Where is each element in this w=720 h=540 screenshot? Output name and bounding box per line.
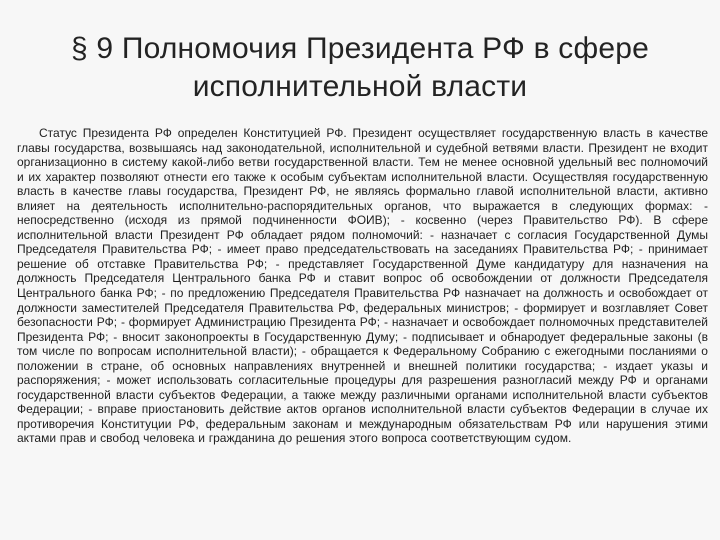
slide-title-line-2: исполнительной власти bbox=[192, 70, 528, 103]
slide-title bbox=[40, 30, 680, 106]
slide-body-text: Статус Президента РФ определен Конституцией РФ. Президент осуществляет государственную власть в качестве главы государства, возвышаясь над законодательной, исполнительной и судебной ветвями власти. Президент не входит организационно в систему какой-либо ветви государственной власти. Тем не менее основной удельный вес полномочий и их характер позволяют отнести его также к особым субъектам исполнительной власти. Осуществляя государственную власть в качестве главы государства, Президент РФ, не являясь формально главой исполнительной власти, активно влияет на деятельность исполнительно-распорядительных органов, что выражается в следующих формах: - непосредственно (исходя из прямой подчиненности ФОИВ); - косвенно (через Правительство РФ). В сфере исполнительной власти Президент РФ обладает рядом полномочий: - назначает с согласия Государственной Думы Председателя Правительства РФ; - имеет право председательствовать на заседаниях Правительства РФ; - принимает решение об отставке Правительства РФ; - представляет Государственной Думе кандидатуру для назначения на должность Председателя Центрального банка РФ и ставит вопрос об освобождении от должности Председателя Центрального банка РФ; - по предложению Председателя Правительства РФ назначает на должность и освобождает от должности заместителей Председателя Правительства РФ, федеральных министров; - формирует и возглавляет Совет безопасности РФ; - формирует Администрацию Президента РФ; - назначает и освобождает полномочных представителей Президента РФ; - вносит законопроекты в Государственную Думу; - подписывает и обнародует федеральные законы (в том числе по вопросам исполнительной власти); - обращается к Федеральному Собранию с ежегодными посланиями о положении в стране, об основных направлениях внутренней и внешней политики государства; - издает указы и распоряжения; - может использовать согласительные процедуры для разрешения разногласий между РФ и органами государственной власти субъектов Федерации, а также между различными органами исполнительной власти субъектов Федерации; - вправе приостановить действие актов органов исполнительной власти субъектов Федерации в случае их противоречия Конституции РФ, федеральным законам и международным обязательствам РФ или нарушения этими актами прав и свобод человека и гражданина до решения этого вопроса соответствующим судом. bbox=[17, 126, 708, 446]
slide-title-line-1: § 9 Полномочия Президента РФ в сфере bbox=[71, 32, 649, 65]
